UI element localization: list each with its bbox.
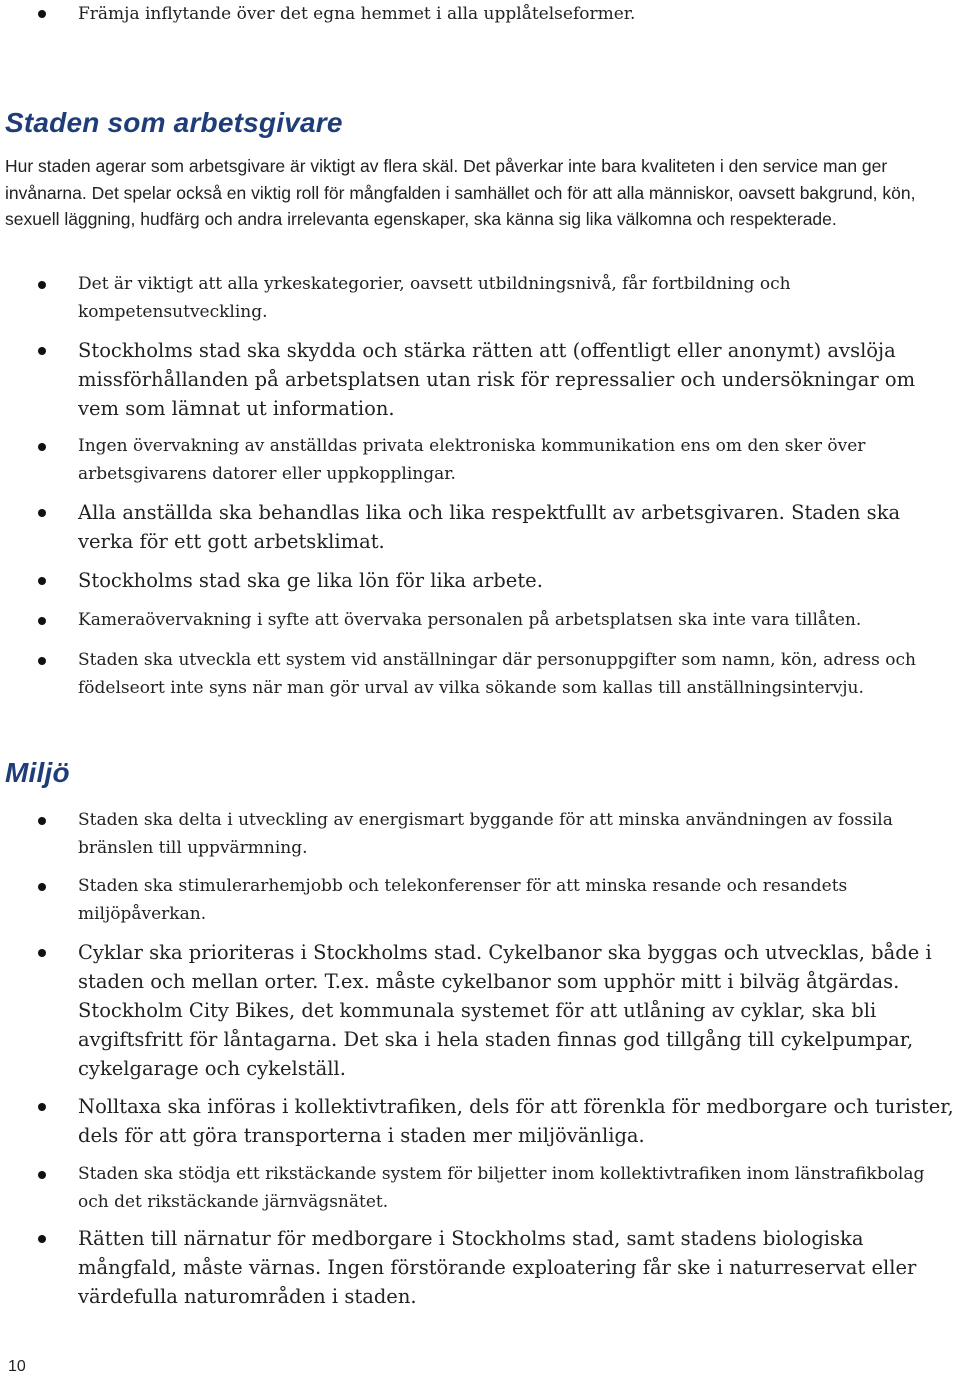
list-item: [0, 1224, 960, 1314]
list-item-text: Kameraövervakning i syfte att övervaka personalen på arbetsplatsen ska inte vara tillåten.: [78, 610, 862, 630]
bullet-icon: [38, 617, 46, 625]
list-item: [0, 336, 960, 432]
list-item-text: Staden ska stödja ett rikstäckande system för biljetter inom kollektivtrafiken inom länstrafikbolag och det rikstäckande järnvägsnätet.: [78, 1164, 925, 1212]
list-item-text: Cyklar ska prioriteras i Stockholms stad. Cykelbanor ska byggas och utvecklas, både i staden och mellan orter. T.ex. måste cykelbanor som upphör mitt i bilväg åtgärdas. Stockholm City Bikes, det kommunala systemet för att utlåning av cyklar, ska bli avgiftsfritt för låntagarna. Det ska i hela staden finnas god tillgång till cykelpumpar, cykelgarage och cykelställ.: [78, 941, 932, 1080]
intro-bullet-list: [0, 0, 960, 28]
list-item-text: Stockholms stad ska ge lika lön för lika arbete.: [78, 569, 543, 592]
list-item-text: Nolltaxa ska införas i kollektivtrafiken, dels för att förenkla för medborgare och turister, dels för att göra transporterna i staden mer miljövänliga.: [78, 1095, 954, 1147]
list-item: [0, 566, 960, 600]
section-heading-employer: Staden som arbetsgivare: [5, 107, 343, 138]
bullet-icon: [38, 281, 46, 289]
list-item: [0, 498, 960, 560]
list-item-text: Det är viktigt att alla yrkeskategorier, oavsett utbildningsnivå, får fortbildning och kompetensutveckling.: [78, 274, 791, 322]
list-item: [0, 0, 960, 28]
bullet-icon: [38, 577, 46, 585]
bullet-icon: [38, 10, 46, 18]
bullet-icon: [38, 1103, 46, 1111]
list-item-text: Alla anställda ska behandlas lika och lika respektfullt av arbetsgivaren. Staden ska verka för ett gott arbetsklimat.: [78, 501, 901, 553]
bullet-icon: [38, 1235, 46, 1243]
bullet-icon: [38, 657, 46, 665]
employer-bullet-list: [0, 270, 960, 704]
list-item-text: Staden ska utveckla ett system vid anställningar där personuppgifter som namn, kön, adress och födelseort inte syns när man gör urval av vilka sökande som kallas till anställningsintervju.: [78, 650, 916, 698]
page-number: 10: [8, 1358, 26, 1375]
bullet-icon: [38, 509, 46, 517]
environment-bullet-list: [0, 806, 960, 1314]
bullet-icon: [38, 817, 46, 825]
bullet-icon: [38, 443, 46, 451]
bullet-icon: [38, 949, 46, 957]
section-heading-environment: Miljö: [5, 757, 70, 788]
list-item: [0, 646, 960, 704]
list-item-text: Rätten till närnatur för medborgare i Stockholms stad, samt stadens biologiska mångfald, måste värnas. Ingen förstörande exploatering får ske i naturreservat eller värdefulla naturområden i staden.: [78, 1227, 917, 1308]
list-item-text: Staden ska stimulerarhemjobb och telekonferenser för att minska resande och resandets miljöpåverkan.: [78, 876, 848, 924]
list-item: [0, 1092, 960, 1152]
list-item-text: Staden ska delta i utveckling av energismart byggande för att minska användningen av fossila bränslen till uppvärmning.: [78, 810, 893, 858]
bullet-icon: [38, 883, 46, 891]
bullet-icon: [38, 347, 46, 355]
list-item: [0, 806, 960, 864]
section-intro-paragraph: Hur staden agerar som arbetsgivare är viktigt av flera skäl. Det påverkar inte bara kvaliteten i den service man ger invånarna. Det spelar också en viktig roll för mångfalden i samhället och för att alla människor, oavsett bakgrund, kön, sexuell läggning, hudfärg och andra irrelevanta egenskaper, ska känna sig lika välkomna och respekterade.: [5, 156, 916, 229]
list-item-text: Stockholms stad ska skydda och stärka rätten att (offentligt eller anonymt) avslöja missförhållanden på arbetsplatsen utan risk för repressalier och undersökningar om vem som lämnat ut information.: [78, 339, 916, 420]
list-item-text: Främja inflytande över det egna hemmet i alla upplåtelseformer.: [78, 4, 636, 24]
list-item-text: Ingen övervakning av anställdas privata elektroniska kommunikation ens om den sker över arbetsgivarens datorer eller uppkopplingar.: [78, 436, 866, 484]
list-item: [0, 270, 960, 328]
bullet-icon: [38, 1171, 46, 1179]
list-item: [0, 606, 960, 640]
list-item: [0, 872, 960, 930]
list-item: [0, 432, 960, 492]
list-item: [0, 1160, 960, 1218]
list-item: [0, 938, 960, 1082]
